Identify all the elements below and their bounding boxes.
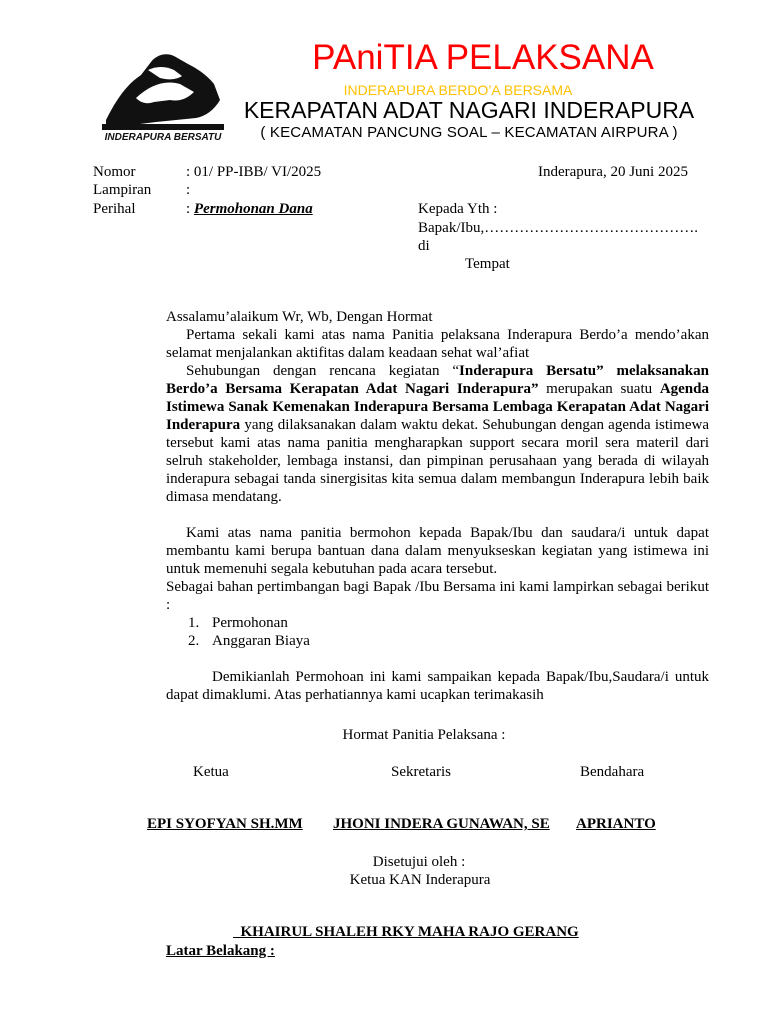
- role-bendahara: Bendahara: [580, 764, 645, 780]
- approved-label: Disetujui oleh :: [372, 854, 466, 870]
- list-item: 1. Permohonan: [188, 615, 288, 631]
- approved-role: Ketua KAN Inderapura: [349, 872, 491, 888]
- paragraph-1: Pertama sekali kami atas nama Panitia pelaksana Inderapura Berdo’a mendo’akan selamat menjalankan aktifitas dalam keadaan sehat wal’afiat: [166, 327, 709, 361]
- lampiran-label: Lampiran: [93, 182, 152, 198]
- name-sekretaris: JHONI INDERA GUNAWAN, SE: [333, 816, 550, 832]
- perihal-value: Permohonan Dana: [193, 201, 313, 217]
- role-sekretaris: Sekretaris: [391, 764, 451, 780]
- closing-paragraph: Demikianlah Permohoan ini kami sampaikan kepada Bapak/Ibu,Saudara/i untuk dapat dimaklumi. Atas perhatiannya kami ucapkan terimakasih: [166, 669, 709, 703]
- recipient-line1: Kepada Yth :: [418, 201, 498, 217]
- nomor-label: Nomor: [93, 164, 136, 180]
- lampiran-value: :: [186, 182, 191, 198]
- p2-part-c: merupakan suatu: [538, 381, 660, 397]
- signature-heading: Hormat Panitia Pelaksana :: [342, 727, 506, 743]
- p2-part-e: yang dilaksanakan dalam waktu dekat. Sehubungan dengan agenda istimewa tersebut kami atas nama panitia mengharapkan support secara moril sera materil dari selruh stakeholder, lembaga instansi, dan pimpinan perusahaan yang berada di wilayah inderapura sebagai tanda sinergisitas kita semua dalam membangun Inderapura lebih baik dimasa mendatang.: [166, 417, 709, 505]
- p2-agenda-name: Agenda Istimewa Sanak Kemenakan Inderapura Bersama Lembaga Kerapatan Adat Nagari Inderapura: [166, 381, 709, 433]
- recipient-line3: di: [418, 238, 430, 254]
- logo-text: INDERAPURA BERSATU: [104, 132, 222, 143]
- list-item: 2. Anggaran Biaya: [188, 633, 310, 649]
- name-ketua: EPI SYOFYAN SH.MM: [147, 816, 303, 832]
- paragraph-4: Sebagai bahan pertimbangan bagi Bapak /Ibu Bersama ini kami lampirkan sebagai berikut :: [166, 579, 709, 613]
- org-region: ( KECAMATAN PANCUNG SOAL – KECAMATAN AIRPURA ): [260, 124, 678, 141]
- attachment-list: [166, 614, 709, 650]
- handshake-logo: [96, 40, 230, 146]
- letter-date: Inderapura, 20 Juni 2025: [538, 164, 688, 180]
- section-title-latar-belakang: Latar Belakang :: [166, 943, 275, 959]
- org-tagline: INDERAPURA BERDO’A BERSAMA: [343, 82, 573, 98]
- approved-name: KHAIRUL SHALEH RKY MAHA RAJO GERANG: [233, 924, 579, 940]
- paragraph-2: [166, 362, 709, 506]
- nomor-value: : 01/ PP-IBB/ VI/2025: [186, 164, 322, 180]
- letter-body: [166, 308, 709, 704]
- name-bendahara: APRIANTO: [576, 816, 656, 832]
- perihal-label: Perihal: [93, 201, 136, 217]
- p2-event-name: Inderapura Bersatu” melaksanakan Berdo’a Bersama Kerapatan Adat Nagari Inderapura”: [166, 363, 709, 397]
- org-title: PAniTIA PELAKSANA: [312, 38, 654, 77]
- perihal-row: [186, 200, 313, 218]
- recipient-line4: Tempat: [465, 256, 510, 272]
- recipient-line2: Bapak/Ibu,…………………………………….: [418, 220, 698, 236]
- greeting: Assalamu’alaikum Wr, Wb, Dengan Hormat: [166, 309, 433, 325]
- perihal-colon: :: [186, 201, 194, 217]
- p2-part-a: Sehubungan dengan rencana kegiatan “: [186, 363, 460, 379]
- paragraph-3: Kami atas nama panitia bermohon kepada Bapak/Ibu dan saudara/i untuk dapat membantu kami berupa bantuan dana dalam menyukseskan kegiatan yang istimewa ini untuk memenuhi segala kebutuhan pada acara tersebut.: [166, 525, 709, 577]
- role-ketua: Ketua: [193, 764, 229, 780]
- org-name: KERAPATAN ADAT NAGARI INDERAPURA: [243, 97, 695, 123]
